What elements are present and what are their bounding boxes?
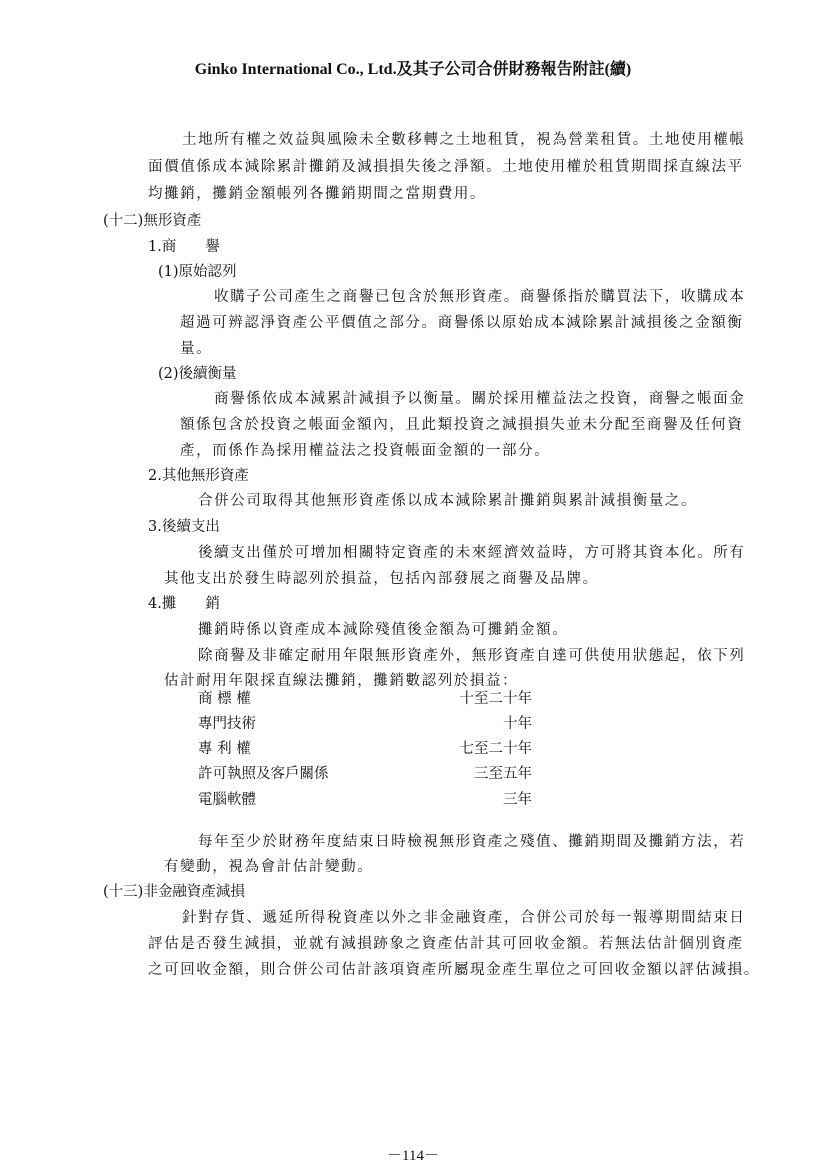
initial-recognition-line-3: 量。 xyxy=(180,341,213,357)
table-row-item: 專門技術 xyxy=(198,716,256,732)
initial-recognition-line-1: 收購子公司產生之商譽已包含於無形資產。商譽係指於購買法下，收購成本 xyxy=(214,289,746,305)
subsequent-expenditure-heading: 3.後續支出 xyxy=(148,519,220,535)
other-intangibles-heading: 2.其他無形資產 xyxy=(148,468,249,484)
table-row-life: 三年 xyxy=(503,792,532,808)
annual-review-line-1: 每年至少於財務年度結束日時檢視無形資產之殘值、攤銷期間及攤銷方法，若 xyxy=(198,834,746,850)
goodwill-heading: 1.商 譽 xyxy=(148,239,220,255)
report-header: Ginko International Co., Ltd.及其子公司合併財務報告附註(續) xyxy=(194,61,632,78)
section-13-heading: (十三)非金融資產減損 xyxy=(103,884,245,900)
table-row-life: 三至五年 xyxy=(474,766,532,782)
land-lease-line-1: 土地所有權之效益與風險未全數移轉之土地租賃，視為營業租賃。土地使用權帳 xyxy=(182,132,746,148)
table-row-item: 專 利 權 xyxy=(198,741,251,757)
land-lease-line-3: 均攤銷，攤銷金額帳列各攤銷期間之當期費用。 xyxy=(148,186,487,202)
initial-recognition-line-2: 超過可辨認淨資產公平價值之部分。商譽係以原始成本減除累計減損後之金額衡 xyxy=(180,315,744,331)
amortization-line-3: 估計耐用年限採直線法攤銷，攤銷數認列於損益： xyxy=(164,673,519,689)
section-12-heading: (十二)無形資產 xyxy=(103,213,202,229)
subsequent-expenditure-line-2: 其他支出於發生時認列於損益，包括內部發展之商譽及品牌。 xyxy=(164,571,599,587)
subsequent-expenditure-line-1: 後續支出僅於可增加相關特定資產的未來經濟效益時，方可將其資本化。所有 xyxy=(198,545,746,561)
impairment-line-3: 之可回收金額，則合併公司估計該項資產所屬現金產生單位之可回收金額以評估減損。 xyxy=(148,962,760,978)
subsequent-measurement-line-3: 產，而係作為採用權益法之投資帳面金額的一部分。 xyxy=(180,443,551,459)
table-row-life: 十年 xyxy=(503,716,532,732)
table-row-life: 十至二十年 xyxy=(459,691,532,707)
page-number: －114－ xyxy=(387,1148,439,1164)
table-row-life: 七至二十年 xyxy=(459,741,532,757)
subsequent-measurement-line-2: 額係包含於投資之帳面金額內，且此類投資之減損損失並未分配至商譽及任何資 xyxy=(180,417,744,433)
impairment-line-2: 評估是否發生減損，並就有減損跡象之資產估計其可回收金額。若無法估計個別資產 xyxy=(148,936,744,952)
land-lease-line-2: 面價值係成本減除累計攤銷及減損損失後之淨額。土地使用權於租賃期間採直線法平 xyxy=(148,159,744,175)
annual-review-line-2: 有變動，視為會計估計變動。 xyxy=(164,859,374,875)
amortization-line-2: 除商譽及非確定耐用年限無形資產外，無形資產自達可供使用狀態起，依下列 xyxy=(198,648,746,664)
table-row-item: 商 標 權 xyxy=(198,691,251,707)
subsequent-measurement-heading: (2)後續衡量 xyxy=(158,366,237,382)
other-intangibles-line-1: 合併公司取得其他無形資產係以成本減除累計攤銷與累計減損衡量之。 xyxy=(198,493,698,509)
table-row-item: 許可執照及客戶關係 xyxy=(198,766,329,782)
amortization-line-1: 攤銷時係以資產成本減除殘值後金額為可攤銷金額。 xyxy=(198,622,569,638)
amortization-heading: 4.攤 銷 xyxy=(148,596,220,612)
table-row-item: 電腦軟體 xyxy=(198,792,256,808)
subsequent-measurement-line-1: 商譽係依成本減累計減損予以衡量。關於採用權益法之投資，商譽之帳面金 xyxy=(214,391,746,407)
initial-recognition-heading: (1)原始認列 xyxy=(158,264,237,280)
impairment-line-1: 針對存貨、遞延所得稅資產以外之非金融資產，合併公司於每一報導期間結束日 xyxy=(182,910,746,926)
